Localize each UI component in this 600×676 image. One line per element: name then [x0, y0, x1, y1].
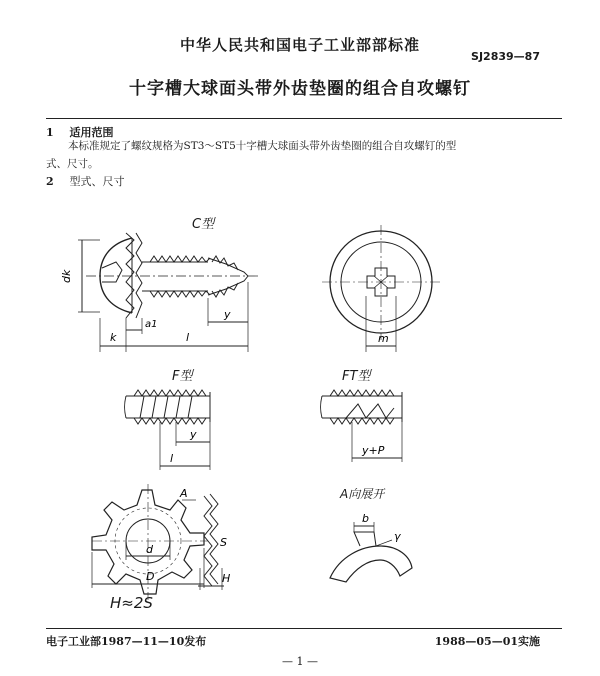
ft-type-label: FT型 [342, 369, 371, 384]
issuing-org-heading: 中华人民共和国电子工业部部标准 [179, 36, 420, 54]
page-number: — 1 — [282, 655, 318, 668]
dim-S: S [220, 536, 227, 549]
dim-d: d [146, 543, 153, 556]
c-type-label: C型 [192, 217, 215, 232]
standard-number: SJ2839—87 [471, 50, 540, 63]
c-type-screw-drawing [78, 233, 258, 352]
dim-dk: dk [60, 269, 73, 283]
dim-A: A [180, 487, 188, 500]
dim-D: D [146, 570, 155, 583]
washer-drawing [92, 484, 224, 600]
dim-y-f: y [190, 428, 197, 441]
washer-height-formula: H≈2S [110, 594, 153, 612]
dim-k: k [110, 331, 117, 344]
f-type-label: F型 [172, 369, 193, 384]
dim-y: y [224, 308, 231, 321]
dim-y-plus-p: y+P [362, 444, 385, 457]
dim-a1: a1 [145, 319, 158, 330]
effective-date: 1988—05—01实施 [434, 635, 540, 648]
section-1-number: 1 [46, 126, 54, 139]
dim-gamma: γ [394, 530, 401, 543]
dim-b: b [362, 512, 369, 525]
footer-divider [46, 628, 562, 629]
section-2-title: 型式、尺寸 [69, 175, 125, 188]
a-view-label: A向展开 [340, 487, 385, 501]
dim-H: H [222, 572, 231, 585]
issued-date: 电子工业部1987—11—10发布 [46, 635, 207, 648]
dim-l-f: l [170, 452, 174, 465]
document-title: 十字槽大球面头带外齿垫圈的组合自攻螺钉 [129, 79, 471, 99]
section-1-text: 本标准规定了螺纹规格为ST3～ST5十字槽大球面头带外齿垫圈的组合自攻螺钉的型式、尺寸。 [46, 140, 457, 170]
f-type-screw-drawing [125, 390, 211, 470]
dim-m: m [378, 332, 389, 345]
dim-l: l [186, 331, 190, 344]
section-2-number: 2 [46, 175, 54, 188]
section-1-title: 适用范围 [69, 126, 114, 139]
